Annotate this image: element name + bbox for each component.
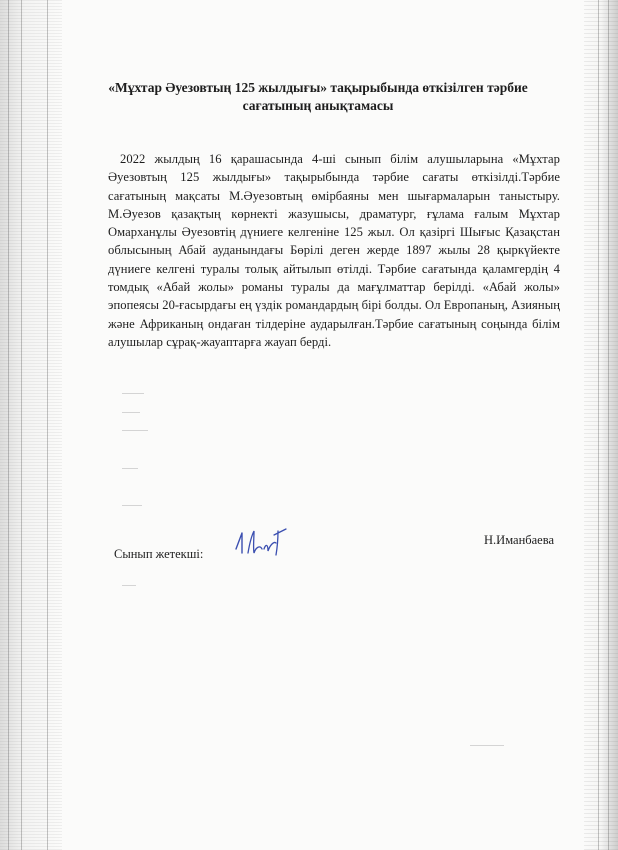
signatory-name: Н.Иманбаева bbox=[484, 533, 554, 547]
scan-artifact bbox=[122, 430, 148, 431]
scan-edge-line bbox=[47, 0, 48, 850]
scan-artifact bbox=[122, 468, 138, 469]
scan-edge-line bbox=[598, 0, 599, 850]
signature-block bbox=[114, 533, 554, 565]
scan-edge-line bbox=[21, 0, 22, 850]
scan-edge-line bbox=[8, 0, 9, 850]
scan-edge-left bbox=[0, 0, 62, 850]
scan-edge-right bbox=[584, 0, 618, 850]
document-body: 2022 жылдың 16 қарашасында 4-ші сынып білім алушыларына «Мұхтар Әуезовтың 125 жылдығы» тақырыбында тәрбие сағаты өткізілді.Тәрбие сағатының мақсаты М.Әуезовтың өмірбаяны мен шығармаларын таныстыру. М.Әуезов қазақтың көрнекті жазушысы, драматург, ғұлама ғалым Мұхтар Омарханұлы Әуезовтің дүниеге келгеніне 125 жыл. Ол қазіргі Шығыс Қазақстан облысының Абай ауданындағы Бөрілі деген жерде 1897 жылы 28 қыркүйекте дүниеге келгені туралы толық айтылып өтілді. Тәрбие сағатында қаламгердің 4 томдық «Абай жолы» романы туралы да мағұлматтар берілді. «Абай жолы» эпопеясы 20-ғасырдағы ең үздік романдардың бірі болды. Ол Европаның, Азияның және Африканың ондаған тілдеріне аударылған.Тәрбие сағатының соңында білім алушылар сұрақ-жауаптарға жауап берді. bbox=[108, 152, 560, 349]
scan-artifact bbox=[122, 412, 140, 413]
scan-edge-line bbox=[608, 0, 609, 850]
scan-artifact bbox=[122, 505, 142, 506]
handwritten-signature bbox=[230, 523, 290, 559]
document-title: «Мұхтар Әуезовтың 125 жылдығы» тақырыбында өткізілген тәрбие сағатының анықтамасы bbox=[108, 80, 528, 113]
scan-artifact bbox=[122, 585, 136, 586]
scan-artifact bbox=[470, 745, 504, 746]
scan-artifact bbox=[122, 393, 144, 394]
signature-label: Сынып жетекші: bbox=[114, 547, 204, 561]
